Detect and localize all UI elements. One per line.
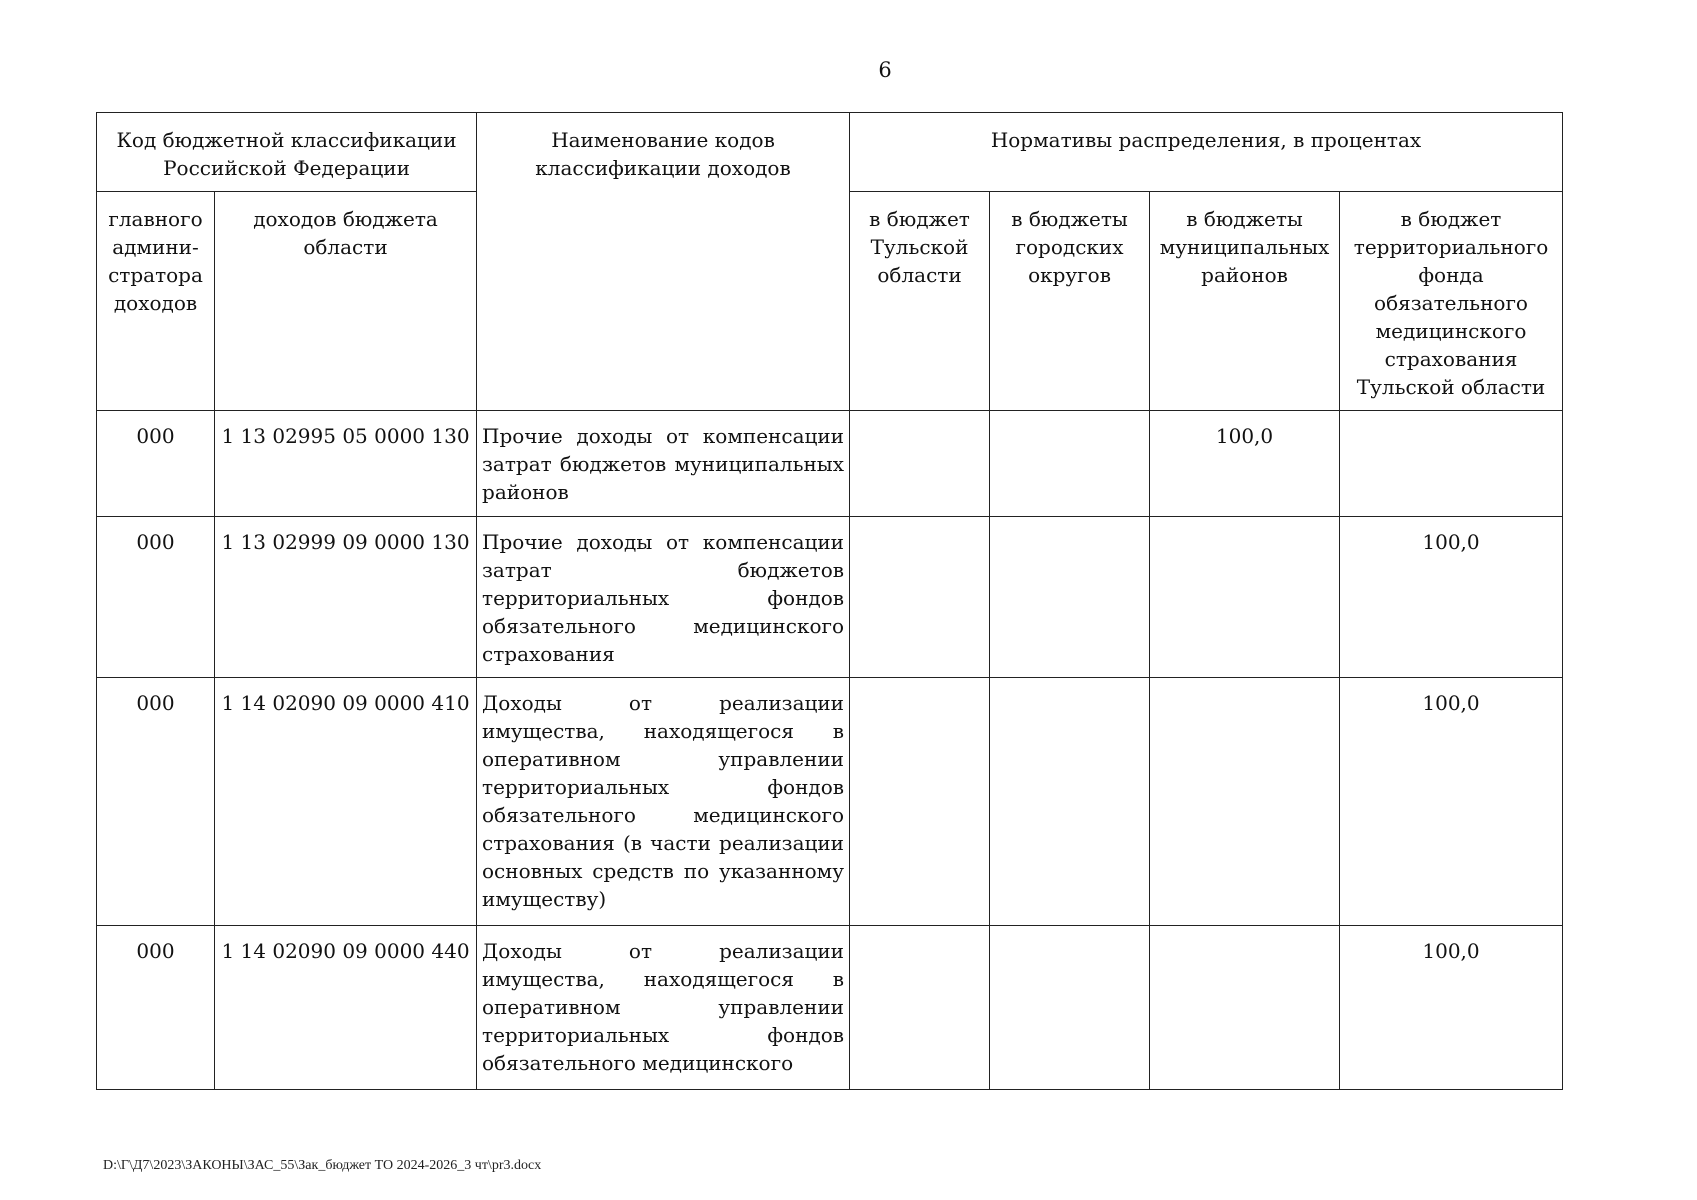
header-income-col: доходов бюджета области: [215, 192, 477, 411]
income-name-cell: Прочие доходы от компенсации затрат бюджетов территориальных фондов обязательного медицинского страхования: [477, 517, 850, 678]
table-row: [97, 411, 1563, 517]
city-value-cell: [990, 517, 1150, 678]
city-value-cell: [990, 411, 1150, 517]
table-row: [97, 517, 1563, 678]
header-code-group: Код бюджетной классификации Российской Федерации: [97, 113, 477, 192]
municipal-value-cell: [1150, 678, 1340, 926]
table-header-row-1: [97, 113, 1563, 192]
income-name-cell: Доходы от реализации имущества, находящегося в оперативном управлении территориальных фондов обязательного медицинского: [477, 926, 850, 1090]
admin-code-cell: 000: [97, 411, 215, 517]
income-code-cell: 1 14 02090 09 0000 440: [215, 926, 477, 1090]
header-city-col: в бюджеты городских округов: [990, 192, 1150, 411]
header-admin-col: главного админи-стратора доходов: [97, 192, 215, 411]
header-norms-group: Нормативы распределения, в процентах: [850, 113, 1563, 192]
header-fund-col: в бюджет территориального фонда обязательного медицинского страхования Тульской области: [1340, 192, 1563, 411]
header-municipal-col: в бюджеты муниципальных районов: [1150, 192, 1340, 411]
admin-code-cell: 000: [97, 517, 215, 678]
region-value-cell: [850, 411, 990, 517]
admin-code-cell: 000: [97, 678, 215, 926]
municipal-value-cell: 100,0: [1150, 411, 1340, 517]
municipal-value-cell: [1150, 517, 1340, 678]
fund-value-cell: 100,0: [1340, 926, 1563, 1090]
header-region-col: в бюджет Тульской области: [850, 192, 990, 411]
income-code-cell: 1 13 02999 09 0000 130: [215, 517, 477, 678]
footer-file-path: D:\Г\Д7\2023\ЗАКОНЫ\ЗАС_55\Зак_бюджет ТО 2024-2026_3 чт\pr3.docx: [103, 1158, 542, 1173]
city-value-cell: [990, 678, 1150, 926]
table-row: [97, 678, 1563, 926]
city-value-cell: [990, 926, 1150, 1090]
municipal-value-cell: [1150, 926, 1340, 1090]
income-code-cell: 1 13 02995 05 0000 130: [215, 411, 477, 517]
region-value-cell: [850, 926, 990, 1090]
region-value-cell: [850, 678, 990, 926]
page-number: 6: [878, 58, 892, 82]
budget-classification-table: [96, 112, 1563, 1090]
admin-code-cell: 000: [97, 926, 215, 1090]
fund-value-cell: [1340, 411, 1563, 517]
region-value-cell: [850, 517, 990, 678]
fund-value-cell: 100,0: [1340, 678, 1563, 926]
income-code-cell: 1 14 02090 09 0000 410: [215, 678, 477, 926]
header-name-col: Наименование кодов классификации доходов: [477, 113, 850, 411]
table-row: [97, 926, 1563, 1090]
income-name-cell: Прочие доходы от компенсации затрат бюджетов муниципальных районов: [477, 411, 850, 517]
fund-value-cell: 100,0: [1340, 517, 1563, 678]
income-name-cell: Доходы от реализации имущества, находящегося в оперативном управлении территориальных фондов обязательного медицинского страхования (в части реализации основных средств по указанному имуществу): [477, 678, 850, 926]
